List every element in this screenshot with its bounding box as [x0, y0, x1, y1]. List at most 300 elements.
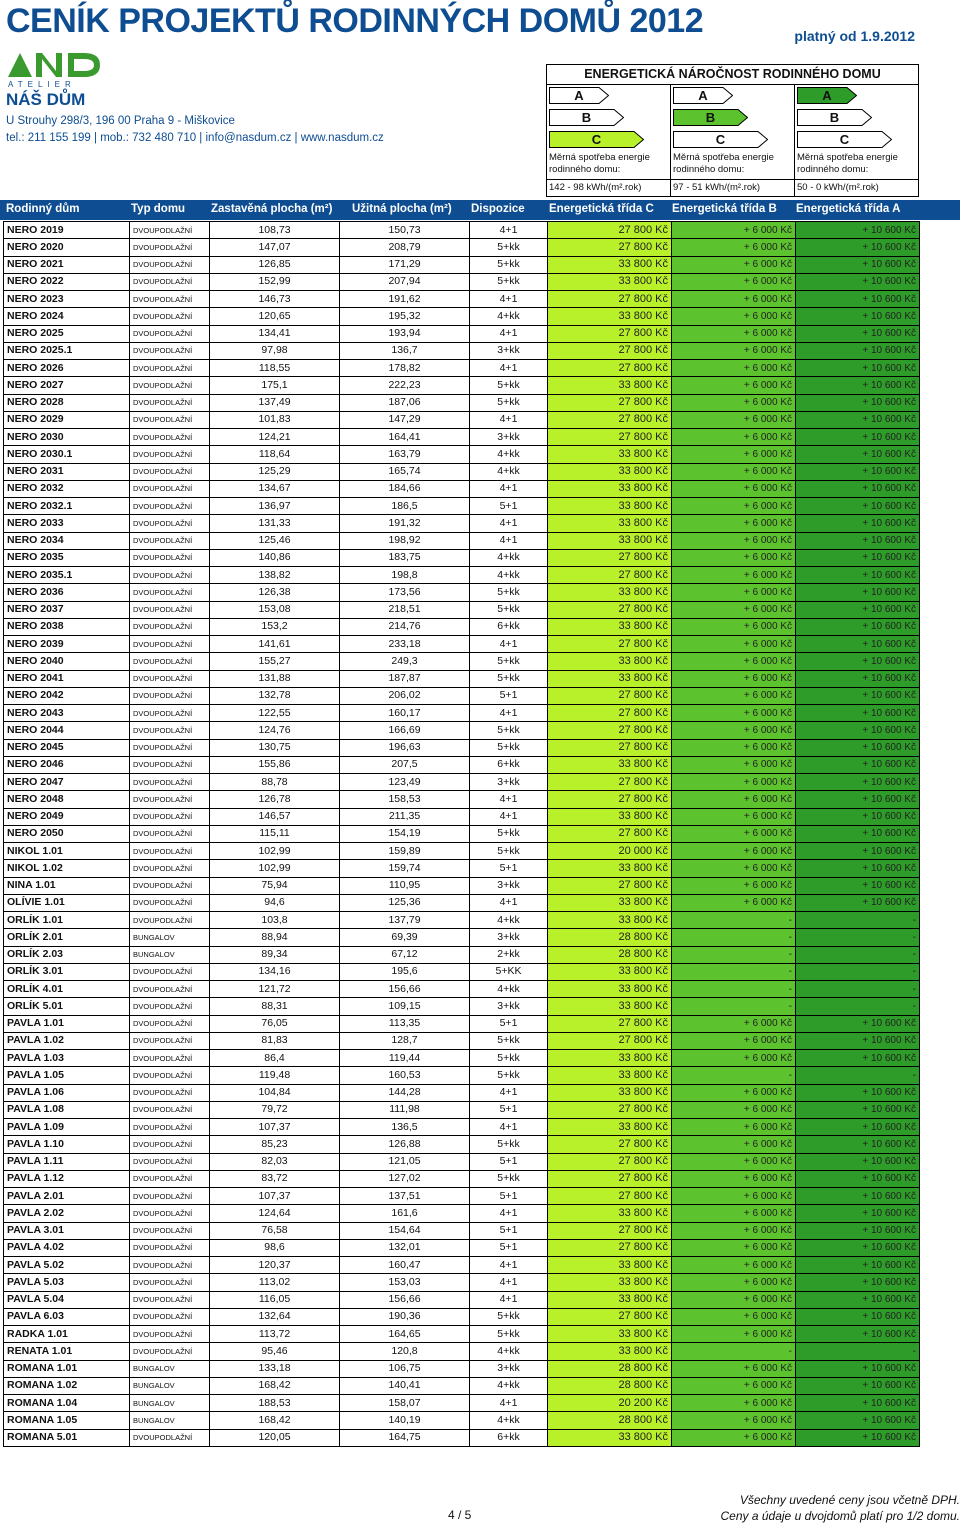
- price-class-c: 27 800 Kč: [548, 1222, 672, 1239]
- built-area: 88,94: [210, 929, 340, 946]
- house-type: DVOUPODLAŽNÍ: [130, 670, 210, 687]
- built-area: 137,49: [210, 394, 340, 411]
- price-class-a: + 10 600 Kč: [796, 342, 920, 359]
- price-class-c: 27 800 Kč: [548, 722, 672, 739]
- usable-area: 218,51: [340, 601, 470, 618]
- price-class-c: 27 800 Kč: [548, 1188, 672, 1205]
- price-class-a: + 10 600 Kč: [796, 498, 920, 515]
- house-name: ROMANA 1.05: [4, 1412, 130, 1429]
- house-name: NERO 2034: [4, 532, 130, 549]
- usable-area: 69,39: [340, 929, 470, 946]
- layout: 4+1: [470, 705, 548, 722]
- price-class-b: + 6 000 Kč: [672, 1050, 796, 1067]
- price-class-a: + 10 600 Kč: [796, 1032, 920, 1049]
- price-class-b: + 6 000 Kč: [672, 739, 796, 756]
- svg-text:ATELIER: ATELIER: [8, 80, 76, 89]
- table-row: [4, 1015, 920, 1032]
- table-row: [4, 291, 920, 308]
- table-row: [4, 429, 920, 446]
- price-class-a: + 10 600 Kč: [796, 1239, 920, 1256]
- house-name: OLÍVIE 1.01: [4, 894, 130, 911]
- house-name: PAVLA 1.12: [4, 1170, 130, 1187]
- price-class-c: 28 800 Kč: [548, 929, 672, 946]
- layout: 3+kk: [470, 877, 548, 894]
- usable-area: 198,92: [340, 532, 470, 549]
- table-row: [4, 1412, 920, 1429]
- house-type: DVOUPODLAŽNÍ: [130, 912, 210, 929]
- table-row: [4, 687, 920, 704]
- usable-area: 164,41: [340, 429, 470, 446]
- layout: 5+kk: [470, 256, 548, 273]
- price-class-a: + 10 600 Kč: [796, 480, 920, 497]
- company-logo: [6, 47, 106, 109]
- house-name: NERO 2030: [4, 429, 130, 446]
- price-class-c: 33 800 Kč: [548, 912, 672, 929]
- house-name: NERO 2025.1: [4, 342, 130, 359]
- usable-area: 136,5: [340, 1119, 470, 1136]
- table-row: [4, 929, 920, 946]
- col-usable-area: Užitná plocha (m²): [352, 203, 452, 215]
- col-type: Typ domu: [131, 203, 186, 215]
- layout: 4+kk: [470, 549, 548, 566]
- usable-area: 164,65: [340, 1326, 470, 1343]
- price-class-c: 33 800 Kč: [548, 1343, 672, 1360]
- usable-area: 171,29: [340, 256, 470, 273]
- price-class-a: -: [796, 1343, 920, 1360]
- price-class-b: + 6 000 Kč: [672, 1136, 796, 1153]
- price-class-a: + 10 600 Kč: [796, 1395, 920, 1412]
- usable-area: 163,79: [340, 446, 470, 463]
- price-class-a: + 10 600 Kč: [796, 1153, 920, 1170]
- house-type: DVOUPODLAŽNÍ: [130, 360, 210, 377]
- house-name: ROMANA 1.01: [4, 1360, 130, 1377]
- built-area: 76,05: [210, 1015, 340, 1032]
- table-row: [4, 722, 920, 739]
- usable-area: 128,7: [340, 1032, 470, 1049]
- table-row: [4, 860, 920, 877]
- layout: 5+kk: [470, 394, 548, 411]
- price-class-c: 27 800 Kč: [548, 394, 672, 411]
- layout: 5+KK: [470, 963, 548, 980]
- layout: 3+kk: [470, 929, 548, 946]
- price-class-c: 33 800 Kč: [548, 584, 672, 601]
- usable-area: 165,74: [340, 463, 470, 480]
- house-name: NINA 1.01: [4, 877, 130, 894]
- table-row: [4, 1153, 920, 1170]
- table-row: [4, 1188, 920, 1205]
- layout: 4+1: [470, 894, 548, 911]
- price-class-c: 28 800 Kč: [548, 946, 672, 963]
- layout: 4+kk: [470, 1377, 548, 1394]
- house-name: NIKOL 1.02: [4, 860, 130, 877]
- price-class-a: + 10 600 Kč: [796, 687, 920, 704]
- usable-area: 137,51: [340, 1188, 470, 1205]
- house-name: PAVLA 2.01: [4, 1188, 130, 1205]
- built-area: 175,1: [210, 377, 340, 394]
- usable-area: 164,75: [340, 1429, 470, 1446]
- house-name: NERO 2019: [4, 222, 130, 239]
- price-class-b: + 6 000 Kč: [672, 308, 796, 325]
- house-type: DVOUPODLAŽNÍ: [130, 1084, 210, 1101]
- built-area: 120,05: [210, 1429, 340, 1446]
- house-name: NERO 2048: [4, 791, 130, 808]
- house-name: NERO 2039: [4, 636, 130, 653]
- price-class-a: + 10 600 Kč: [796, 394, 920, 411]
- price-class-b: + 6 000 Kč: [672, 549, 796, 566]
- table-row: [4, 446, 920, 463]
- price-class-b: + 6 000 Kč: [672, 860, 796, 877]
- house-type: DVOUPODLAŽNÍ: [130, 860, 210, 877]
- price-class-c: 33 800 Kč: [548, 1429, 672, 1446]
- price-class-c: 33 800 Kč: [548, 532, 672, 549]
- table-row: [4, 1101, 920, 1118]
- table-row: [4, 342, 920, 359]
- house-name: NERO 2031: [4, 463, 130, 480]
- price-class-c: 27 800 Kč: [548, 687, 672, 704]
- house-type: DVOUPODLAŽNÍ: [130, 394, 210, 411]
- house-name: PAVLA 5.02: [4, 1257, 130, 1274]
- price-class-c: 33 800 Kč: [548, 894, 672, 911]
- price-class-c: 33 800 Kč: [548, 1205, 672, 1222]
- table-row: [4, 808, 920, 825]
- price-class-c: 27 800 Kč: [548, 774, 672, 791]
- table-row: [4, 567, 920, 584]
- layout: 4+kk: [470, 446, 548, 463]
- price-class-b: + 6 000 Kč: [672, 239, 796, 256]
- duplex-note: Ceny a údaje u dvojdomů platí pro 1/2 domu.: [720, 1509, 960, 1523]
- price-class-b: + 6 000 Kč: [672, 480, 796, 497]
- house-type: DVOUPODLAŽNÍ: [130, 1429, 210, 1446]
- layout: 5+kk: [470, 843, 548, 860]
- price-class-c: 33 800 Kč: [548, 860, 672, 877]
- layout: 4+1: [470, 532, 548, 549]
- house-name: PAVLA 5.03: [4, 1274, 130, 1291]
- layout: 5+1: [470, 1015, 548, 1032]
- house-name: RENATA 1.01: [4, 1343, 130, 1360]
- price-class-a: + 10 600 Kč: [796, 1050, 920, 1067]
- house-type: DVOUPODLAŽNÍ: [130, 1222, 210, 1239]
- house-name: PAVLA 1.11: [4, 1153, 130, 1170]
- built-area: 85,23: [210, 1136, 340, 1153]
- house-name: NERO 2043: [4, 705, 130, 722]
- price-class-a: + 10 600 Kč: [796, 549, 920, 566]
- table-row: [4, 325, 920, 342]
- energy-letter: B: [705, 110, 716, 125]
- price-class-b: + 6 000 Kč: [672, 636, 796, 653]
- layout: 5+kk: [470, 722, 548, 739]
- table-row: [4, 981, 920, 998]
- price-class-c: 27 800 Kč: [548, 1153, 672, 1170]
- built-area: 124,21: [210, 429, 340, 446]
- built-area: 120,65: [210, 308, 340, 325]
- house-name: NERO 2035.1: [4, 567, 130, 584]
- house-type: DVOUPODLAŽNÍ: [130, 722, 210, 739]
- energy-letter: A: [574, 88, 584, 103]
- price-class-a: + 10 600 Kč: [796, 860, 920, 877]
- table-row: [4, 377, 920, 394]
- price-class-c: 27 800 Kč: [548, 1032, 672, 1049]
- usable-area: 195,6: [340, 963, 470, 980]
- table-row: [4, 705, 920, 722]
- house-name: ORLÍK 3.01: [4, 963, 130, 980]
- built-area: 113,02: [210, 1274, 340, 1291]
- house-name: NERO 2027: [4, 377, 130, 394]
- price-class-a: + 10 600 Kč: [796, 1429, 920, 1446]
- price-class-c: 33 800 Kč: [548, 963, 672, 980]
- table-row: [4, 739, 920, 756]
- table-row: [4, 1222, 920, 1239]
- price-class-b: + 6 000 Kč: [672, 291, 796, 308]
- house-name: ROMANA 5.01: [4, 1429, 130, 1446]
- layout: 4+1: [470, 1291, 548, 1308]
- layout: 4+kk: [470, 981, 548, 998]
- price-class-a: + 10 600 Kč: [796, 256, 920, 273]
- price-class-c: 33 800 Kč: [548, 981, 672, 998]
- usable-area: 154,19: [340, 825, 470, 842]
- house-name: NERO 2041: [4, 670, 130, 687]
- price-class-b: + 6 000 Kč: [672, 825, 796, 842]
- price-class-b: + 6 000 Kč: [672, 429, 796, 446]
- house-name: NERO 2044: [4, 722, 130, 739]
- table-row: [4, 222, 920, 239]
- house-name: PAVLA 1.02: [4, 1032, 130, 1049]
- layout: 4+1: [470, 360, 548, 377]
- built-area: 116,05: [210, 1291, 340, 1308]
- house-name: ROMANA 1.04: [4, 1395, 130, 1412]
- house-type: DVOUPODLAŽNÍ: [130, 342, 210, 359]
- built-area: 130,75: [210, 739, 340, 756]
- house-name: PAVLA 3.01: [4, 1222, 130, 1239]
- house-type: DVOUPODLAŽNÍ: [130, 1153, 210, 1170]
- col-name: Rodinný dům: [6, 203, 80, 215]
- layout: 3+kk: [470, 429, 548, 446]
- house-name: PAVLA 2.02: [4, 1205, 130, 1222]
- energy-range: 142 - 98 kWh/(m².rok): [549, 182, 642, 193]
- price-class-b: + 6 000 Kč: [672, 342, 796, 359]
- built-area: 126,78: [210, 791, 340, 808]
- price-class-b: + 6 000 Kč: [672, 1222, 796, 1239]
- layout: 4+kk: [470, 463, 548, 480]
- house-type: DVOUPODLAŽNÍ: [130, 1170, 210, 1187]
- price-class-a: + 10 600 Kč: [796, 1308, 920, 1325]
- built-area: 155,27: [210, 653, 340, 670]
- usable-area: 113,35: [340, 1015, 470, 1032]
- vat-note: Všechny uvedené ceny jsou včetně DPH.: [739, 1493, 960, 1507]
- price-class-a: + 10 600 Kč: [796, 1101, 920, 1118]
- layout: 5+kk: [470, 653, 548, 670]
- price-class-b: + 6 000 Kč: [672, 1274, 796, 1291]
- price-class-b: + 6 000 Kč: [672, 394, 796, 411]
- usable-area: 125,36: [340, 894, 470, 911]
- usable-area: 160,47: [340, 1257, 470, 1274]
- price-class-b: + 6 000 Kč: [672, 463, 796, 480]
- usable-area: 154,64: [340, 1222, 470, 1239]
- table-row: [4, 1257, 920, 1274]
- layout: 5+1: [470, 498, 548, 515]
- price-class-c: 27 800 Kč: [548, 1101, 672, 1118]
- price-class-a: + 10 600 Kč: [796, 1205, 920, 1222]
- usable-area: 137,79: [340, 912, 470, 929]
- built-area: 121,72: [210, 981, 340, 998]
- built-area: 134,67: [210, 480, 340, 497]
- built-area: 124,64: [210, 1205, 340, 1222]
- price-class-b: + 6 000 Kč: [672, 1188, 796, 1205]
- price-class-a: + 10 600 Kč: [796, 325, 920, 342]
- built-area: 126,85: [210, 256, 340, 273]
- house-name: PAVLA 1.01: [4, 1015, 130, 1032]
- table-row: [4, 1395, 920, 1412]
- layout: 3+kk: [470, 774, 548, 791]
- layout: 4+1: [470, 1119, 548, 1136]
- price-class-c: 27 800 Kč: [548, 601, 672, 618]
- price-class-c: 33 800 Kč: [548, 670, 672, 687]
- price-class-a: + 10 600 Kč: [796, 515, 920, 532]
- energy-class-legend: [546, 64, 919, 197]
- price-class-c: 33 800 Kč: [548, 273, 672, 290]
- energy-letter: C: [715, 132, 726, 147]
- price-class-c: 33 800 Kč: [548, 498, 672, 515]
- price-class-b: + 6 000 Kč: [672, 653, 796, 670]
- table-row: [4, 1205, 920, 1222]
- table-row: [4, 273, 920, 290]
- house-type: DVOUPODLAŽNÍ: [130, 377, 210, 394]
- energy-arrow: [797, 87, 857, 104]
- energy-letter: C: [839, 132, 850, 147]
- layout: 4+kk: [470, 1412, 548, 1429]
- price-class-c: 33 800 Kč: [548, 256, 672, 273]
- price-class-a: + 10 600 Kč: [796, 618, 920, 635]
- layout: 2+kk: [470, 946, 548, 963]
- layout: 4+kk: [470, 308, 548, 325]
- table-row: [4, 1429, 920, 1446]
- price-class-b: -: [672, 929, 796, 946]
- table-row: [4, 549, 920, 566]
- price-class-c: 33 800 Kč: [548, 377, 672, 394]
- usable-area: 147,29: [340, 411, 470, 428]
- price-class-a: -: [796, 912, 920, 929]
- built-area: 125,46: [210, 532, 340, 549]
- house-name: NERO 2026: [4, 360, 130, 377]
- built-area: 146,73: [210, 291, 340, 308]
- price-class-c: 28 800 Kč: [548, 1360, 672, 1377]
- house-type: DVOUPODLAŽNÍ: [130, 1308, 210, 1325]
- price-class-c: 33 800 Kč: [548, 1326, 672, 1343]
- price-class-b: -: [672, 998, 796, 1015]
- house-type: DVOUPODLAŽNÍ: [130, 1188, 210, 1205]
- price-class-c: 27 800 Kč: [548, 429, 672, 446]
- table-row: [4, 636, 920, 653]
- price-class-a: + 10 600 Kč: [796, 446, 920, 463]
- usable-area: 187,87: [340, 670, 470, 687]
- table-row: [4, 791, 920, 808]
- price-class-c: 27 800 Kč: [548, 1136, 672, 1153]
- price-class-c: 27 800 Kč: [548, 1170, 672, 1187]
- table-row: [4, 463, 920, 480]
- price-class-c: 33 800 Kč: [548, 480, 672, 497]
- price-class-b: + 6 000 Kč: [672, 377, 796, 394]
- house-name: NERO 2047: [4, 774, 130, 791]
- house-name: NERO 2020: [4, 239, 130, 256]
- house-name: RADKA 1.01: [4, 1326, 130, 1343]
- table-row: [4, 1050, 920, 1067]
- built-area: 81,83: [210, 1032, 340, 1049]
- price-class-a: + 10 600 Kč: [796, 1412, 920, 1429]
- built-area: 147,07: [210, 239, 340, 256]
- price-class-b: + 6 000 Kč: [672, 894, 796, 911]
- price-class-c: 27 800 Kč: [548, 877, 672, 894]
- house-name: ORLÍK 2.01: [4, 929, 130, 946]
- layout: 4+1: [470, 1257, 548, 1274]
- built-area: 98,6: [210, 1239, 340, 1256]
- usable-area: 159,74: [340, 860, 470, 877]
- built-area: 120,37: [210, 1257, 340, 1274]
- built-area: 118,64: [210, 446, 340, 463]
- price-class-a: + 10 600 Kč: [796, 670, 920, 687]
- table-row: [4, 756, 920, 773]
- house-name: ORLÍK 2.03: [4, 946, 130, 963]
- layout: 4+1: [470, 1274, 548, 1291]
- usable-area: 120,8: [340, 1343, 470, 1360]
- col-built-area: Zastavěná plocha (m²): [211, 203, 333, 215]
- price-class-c: 33 800 Kč: [548, 446, 672, 463]
- layout: 6+kk: [470, 756, 548, 773]
- usable-area: 233,18: [340, 636, 470, 653]
- energy-title: ENERGETICKÁ NÁROČNOST RODINNÉHO DOMU: [547, 65, 918, 85]
- price-class-b: -: [672, 912, 796, 929]
- table-row: [4, 774, 920, 791]
- usable-area: 140,41: [340, 1377, 470, 1394]
- house-type: BUNGALOV: [130, 1360, 210, 1377]
- layout: 4+1: [470, 325, 548, 342]
- built-area: 101,83: [210, 411, 340, 428]
- house-type: BUNGALOV: [130, 946, 210, 963]
- usable-area: 144,28: [340, 1084, 470, 1101]
- table-row: [4, 1274, 920, 1291]
- energy-letter: B: [829, 110, 840, 125]
- layout: 5+1: [470, 860, 548, 877]
- price-class-c: 27 800 Kč: [548, 791, 672, 808]
- table-row: [4, 498, 920, 515]
- energy-letter: A: [698, 88, 708, 103]
- layout: 5+kk: [470, 1067, 548, 1084]
- table-row: [4, 998, 920, 1015]
- price-class-a: + 10 600 Kč: [796, 291, 920, 308]
- layout: 5+1: [470, 687, 548, 704]
- price-class-b: + 6 000 Kč: [672, 1429, 796, 1446]
- table-header: [0, 200, 960, 220]
- house-name: NERO 2036: [4, 584, 130, 601]
- usable-area: 161,6: [340, 1205, 470, 1222]
- house-name: NERO 2028: [4, 394, 130, 411]
- price-class-b: + 6 000 Kč: [672, 325, 796, 342]
- house-name: NERO 2029: [4, 411, 130, 428]
- house-type: DVOUPODLAŽNÍ: [130, 446, 210, 463]
- layout: 4+kk: [470, 1343, 548, 1360]
- price-class-b: + 6 000 Kč: [672, 1084, 796, 1101]
- price-class-b: + 6 000 Kč: [672, 618, 796, 635]
- table-row: [4, 843, 920, 860]
- price-class-b: + 6 000 Kč: [672, 360, 796, 377]
- price-class-a: + 10 600 Kč: [796, 1377, 920, 1394]
- built-area: 86,4: [210, 1050, 340, 1067]
- layout: 5+kk: [470, 1136, 548, 1153]
- house-type: DVOUPODLAŽNÍ: [130, 1274, 210, 1291]
- usable-area: 119,44: [340, 1050, 470, 1067]
- price-class-a: + 10 600 Kč: [796, 411, 920, 428]
- price-class-c: 33 800 Kč: [548, 808, 672, 825]
- usable-area: 158,53: [340, 791, 470, 808]
- table-row: [4, 825, 920, 842]
